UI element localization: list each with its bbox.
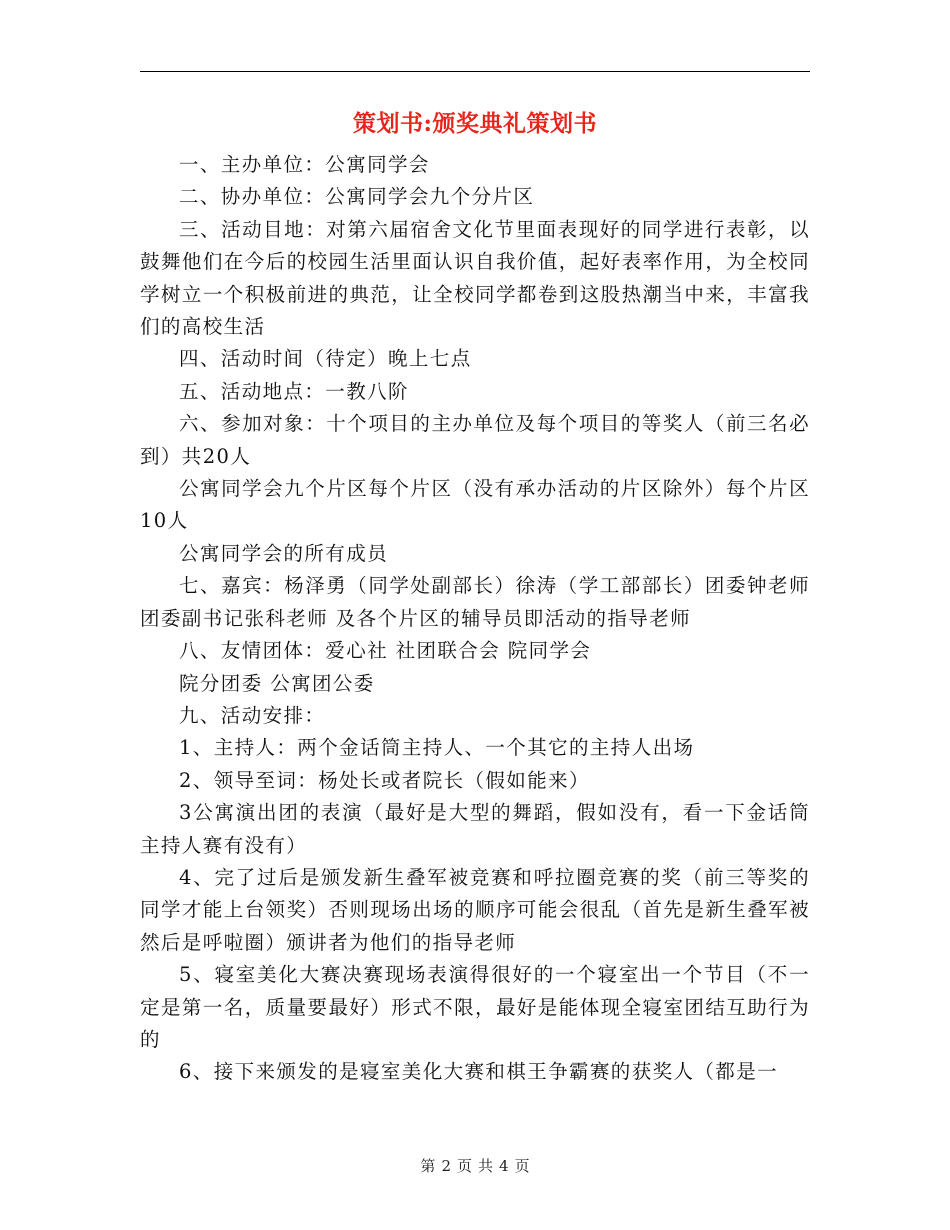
paragraph-schedule-item-5: 5、寝室美化大赛决赛现场表演得很好的一个寝室出一个节目（不一定是第一名，质量要最好）形式不限，最好是能体现全寝室团结互助行为的 xyxy=(140,963,810,1051)
footer-total-word: 共 xyxy=(478,1157,494,1175)
document-body xyxy=(140,149,810,1089)
paragraph-guests: 七、嘉宾：杨泽勇（同学处副部长）徐涛（学工部部长）团委钟老师 团委副书记张科老师 及各个片区的辅导员即活动的指导老师 xyxy=(140,574,810,630)
footer-suffix: 页 xyxy=(514,1157,530,1175)
paragraph-participants-members: 公寓同学会的所有成员 xyxy=(179,541,389,565)
paragraph-organizer: 一、主办单位：公寓同学会 xyxy=(179,153,430,176)
footer-prefix: 第 xyxy=(420,1157,436,1175)
current-page-number: 2 xyxy=(441,1157,451,1175)
paragraph-co-organizer: 二、协办单位：公寓同学会九个分片区 xyxy=(179,185,535,209)
paragraph-friendly-groups-cont: 院分团委 公寓团公委 xyxy=(179,671,375,695)
header-rule xyxy=(140,71,810,72)
paragraph-purpose: 三、活动目地：对第六届宿舍文化节里面表现好的同学进行表彰，以鼓舞他们在今后的校园生活里面认识自我价值，起好表率作用，为全校同学树立一个积极前进的典范，让全校同学都卷到这股热潮当中来，丰富我们的高校生活 xyxy=(140,217,810,339)
paragraph-time: 四、活动时间（待定）晚上七点 xyxy=(179,347,472,371)
paragraph-participants: 六、参加对象：十个项目的主办单位及每个项目的等奖人（前三名必到）共20人 xyxy=(140,412,810,468)
document-title: 策划书:颁奖典礼策划书 xyxy=(353,110,597,137)
paragraph-schedule-item-6: 6、接下来颁发的是寝室美化大赛和棋王争霸赛的获奖人（都是一 xyxy=(179,1060,779,1084)
paragraph-schedule-heading: 九、活动安排： xyxy=(179,703,326,727)
paragraph-participants-districts: 公寓同学会九个片区每个片区（没有承办活动的片区除外）每个片区10人 xyxy=(140,477,810,533)
paragraph-schedule-item-2: 2、领导至词：杨处长或者院长（假如能来） xyxy=(179,768,590,792)
footer-page-word: 页 xyxy=(456,1157,472,1175)
paragraph-friendly-groups: 八、友情团体：爱心社 社团联合会 院同学会 xyxy=(179,639,592,663)
page-footer xyxy=(140,1155,810,1177)
paragraph-location: 五、活动地点：一教八阶 xyxy=(179,379,409,403)
paragraph-schedule-item-1: 1、主持人：两个金话筒主持人、一个其它的主持人出场 xyxy=(179,736,695,760)
paragraph-schedule-item-3: 3公寓演出团的表演（最好是大型的舞蹈，假如没有，看一下金话筒主持人赛有没有） xyxy=(140,801,810,857)
paragraph-schedule-item-4: 4、完了过后是颁发新生叠军被竞赛和呼拉圈竞赛的奖（前三等奖的同学才能上台领奖）否则现场出场的顺序可能会很乱（首先是新生叠军被然后是呼啦圈）颁讲者为他们的指导老师 xyxy=(140,865,810,954)
total-page-count: 4 xyxy=(499,1157,509,1175)
